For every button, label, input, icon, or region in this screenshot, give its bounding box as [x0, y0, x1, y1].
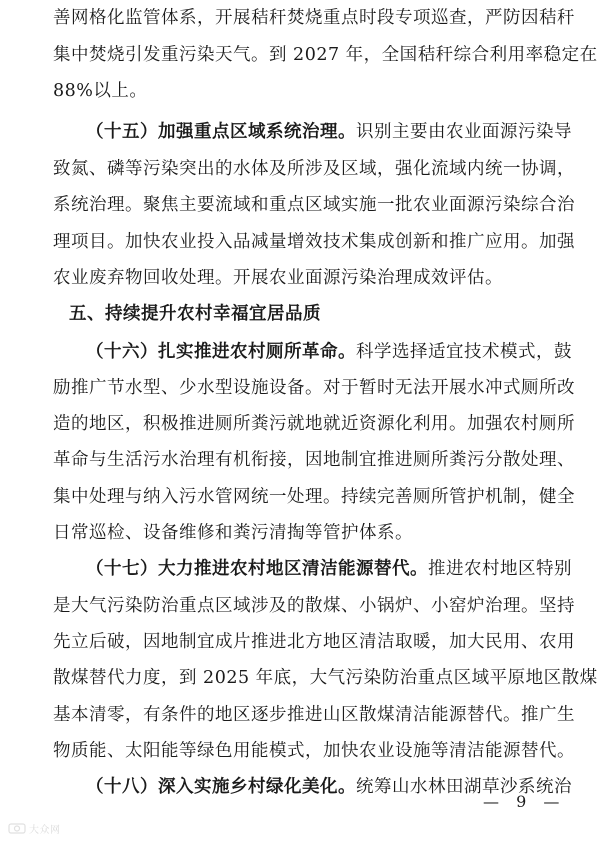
paragraph-line: 革命与生活污水治理有机衔接，因地制宜推进厕所粪污分散处理、: [53, 450, 575, 470]
paragraph-line: 系统治理。聚焦主要流域和重点区域实施一批农业面源污染综合治: [53, 195, 575, 215]
paragraph-line: 日常巡检、设备维修和粪污清掏等管护体系。: [53, 523, 413, 543]
paragraph-line: 理项目。加快农业投入品减量增效技术集成创新和推广应用。加强: [53, 232, 575, 252]
section-18-first-line: （十八）深入实施乡村绿化美化。统筹山水林田湖草沙系统治: [86, 777, 572, 797]
paragraph-line: 基本清零，有条件的地区逐步推进山区散煤清洁能源替代。推广生: [53, 705, 575, 725]
paragraph-line: 先立后破，因地制宜成片推进北方地区清洁取暖，加大民用、农用: [53, 632, 575, 652]
section-18-heading: （十八）深入实施乡村绿化美化。: [86, 777, 356, 797]
section-15-heading: （十五）加强重点区域系统治理。: [86, 122, 356, 142]
paragraph-line: 集中焚烧引发重污染天气。到 2027 年，全国秸秆综合利用率稳定在: [53, 45, 598, 65]
section-16-heading: （十六）扎实推进农村厕所革命。: [86, 342, 356, 362]
paragraph-line: 农业废弃物回收处理。开展农业面源污染治理成效评估。: [53, 268, 503, 288]
section-17-first-line: （十七）大力推进农村地区清洁能源替代。推进农村地区特别: [86, 559, 572, 579]
paragraph-line: 散煤替代力度，到 2025 年底，大气污染防治重点区域平原地区散煤: [53, 668, 598, 688]
section-17-heading: （十七）大力推进农村地区清洁能源替代。: [86, 559, 428, 579]
section-15-first-line: （十五）加强重点区域系统治理。识别主要由农业面源污染导: [86, 122, 572, 142]
watermark-text: 大众网: [29, 824, 61, 836]
section-16-first-line: （十六）扎实推进农村厕所革命。科学选择适宜技术模式，鼓: [86, 342, 572, 362]
paragraph-line: 88%以上。: [53, 81, 148, 101]
camera-logo-icon: [8, 822, 26, 834]
watermark: [8, 818, 61, 838]
paragraph-line: 物质能、太阳能等绿色用能模式，加快农业设施等清洁能源替代。: [53, 741, 575, 761]
chapter-five-heading: 五、持续提升农村幸福宜居品质: [69, 304, 321, 324]
paragraph-line: 集中处理与纳入污水管网统一处理。持续完善厕所管护机制，健全: [53, 487, 575, 507]
paragraph-line: 造的地区，积极推进厕所粪污就地就近资源化利用。加强农村厕所: [53, 414, 575, 434]
page-number: — 9 —: [483, 792, 566, 811]
paragraph-line: 是大气污染防治重点区域涉及的散煤、小锅炉、小窑炉治理。坚持: [53, 596, 575, 616]
paragraph-line: 善网格化监管体系，开展秸秆焚烧重点时段专项巡查，严防因秸秆: [53, 8, 575, 28]
paragraph-line: 致氮、磷等污染突出的水体及所涉及区域，强化流域内统一协调，: [53, 159, 575, 179]
paragraph-line: 励推广节水型、少水型设施设备。对于暂时无法开展水冲式厕所改: [53, 378, 575, 398]
